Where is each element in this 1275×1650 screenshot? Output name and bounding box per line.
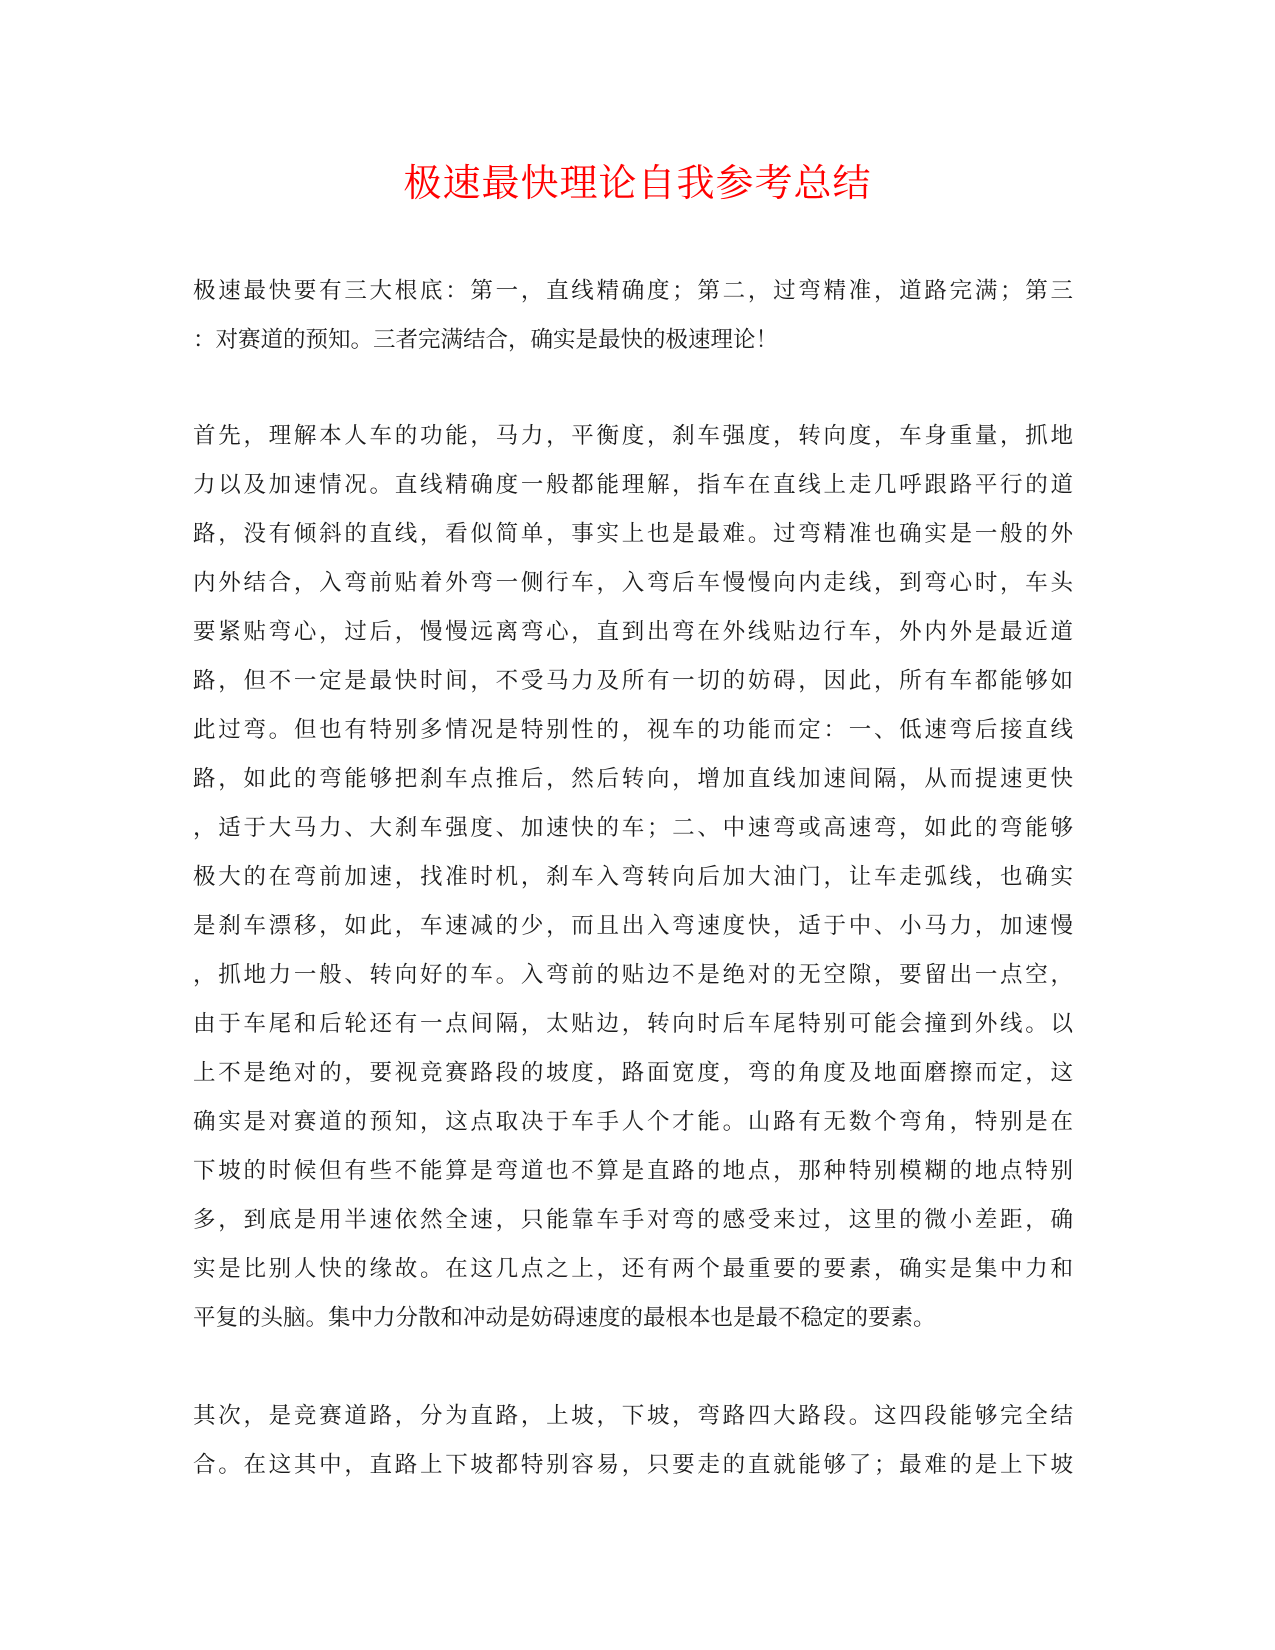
paragraph-line: 力以及加速情况。直线精确度一般都能理解，指车在直线上走几呼跟路平行的道 [193,472,1073,498]
paragraph-line: 确实是对赛道的预知，这点取决于车手人个才能。山路有无数个弯角，特别是在 [193,1109,1073,1135]
paragraph-line: 路，没有倾斜的直线，看似简单，事实上也是最难。过弯精准也确实是一般的外 [193,521,1073,547]
paragraph-1 [193,267,1073,365]
paragraph-line: ：对赛道的预知。三者完满结合，确实是最快的极速理论！ [193,327,779,353]
paragraph-line: 是刹车漂移，如此，车速减的少，而且出入弯速度快，适于中、小马力，加速慢 [193,913,1073,939]
paragraph-line: 合。在这其中，直路上下坡都特别容易，只要走的直就能够了；最难的是上下坡 [193,1452,1073,1478]
document-title: 极速最快理论自我参考总结 [403,161,872,205]
paragraph-line: 路，但不一定是最快时间，不受马力及所有一切的妨碍，因此，所有车都能够如 [193,668,1073,694]
paragraph-line: ，适于大马力、大刹车强度、加速快的车；二、中速弯或高速弯，如此的弯能够 [193,815,1073,841]
paragraph-line: 路，如此的弯能够把刹车点推后，然后转向，增加直线加速间隔，从而提速更快 [193,766,1073,792]
paragraph-line: 多，到底是用半速依然全速，只能靠车手对弯的感受来过，这里的微小差距，确 [193,1207,1073,1233]
paragraph-line: 下坡的时候但有些不能算是弯道也不算是直路的地点，那种特别模糊的地点特别 [193,1158,1073,1184]
paragraph-line: 平复的头脑。集中力分散和冲动是妨碍速度的最根本也是最不稳定的要素。 [193,1305,936,1331]
paragraph-line: 上不是绝对的，要视竞赛路段的坡度，路面宽度，弯的角度及地面磨擦而定，这 [193,1060,1073,1086]
paragraph-line: 首先，理解本人车的功能，马力，平衡度，刹车强度，转向度，车身重量，抓地 [193,423,1073,449]
paragraph-line: 极大的在弯前加速，找准时机，刹车入弯转向后加大油门，让车走弧线，也确实 [193,864,1073,890]
paragraph-line: 要紧贴弯心，过后，慢慢远离弯心，直到出弯在外线贴边行车，外内外是最近道 [193,619,1073,645]
paragraph-3 [193,1392,1073,1490]
paragraph-2 [193,412,1073,1343]
paragraph-line: 内外结合，入弯前贴着外弯一侧行车，入弯后车慢慢向内走线，到弯心时，车头 [193,570,1073,596]
paragraph-line: 由于车尾和后轮还有一点间隔，太贴边，转向时后车尾特别可能会撞到外线。以 [193,1011,1073,1037]
paragraph-line: 极速最快要有三大根底：第一，直线精确度；第二，过弯精准，道路完满；第三 [193,278,1073,304]
paragraph-line: 其次，是竞赛道路，分为直路，上坡，下坡，弯路四大路段。这四段能够完全结 [193,1403,1073,1429]
paragraph-line: 此过弯。但也有特别多情况是特别性的，视车的功能而定：一、低速弯后接直线 [193,717,1073,743]
paragraph-line: 实是比别人快的缘故。在这几点之上，还有两个最重要的要素，确实是集中力和 [193,1256,1073,1282]
paragraph-line: ，抓地力一般、转向好的车。入弯前的贴边不是绝对的无空隙，要留出一点空， [193,962,1073,988]
